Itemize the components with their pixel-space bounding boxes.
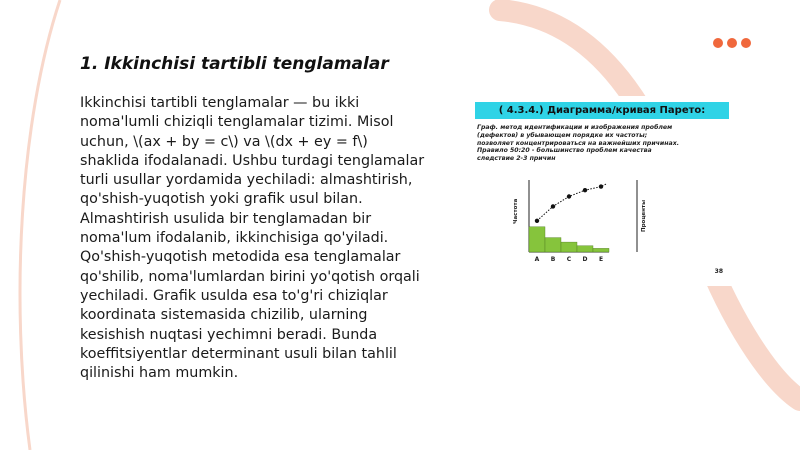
figure-caption: Граф. метод идентификации и изображения проблем (дефектов) в убывающем порядке их частоты; позволяет концентрироваться на важнейших причинах. Правило 50:20 - большинство проблем качества следствие 2-3 причин bbox=[477, 124, 680, 163]
pareto-bar bbox=[545, 238, 561, 252]
pareto-bar bbox=[577, 246, 593, 252]
category-tick-label: C bbox=[566, 256, 572, 263]
decorative-dots bbox=[713, 38, 751, 48]
pareto-bar bbox=[529, 227, 545, 252]
cumulative-point bbox=[551, 204, 555, 208]
cumulative-point bbox=[583, 188, 587, 192]
category-tick-label: D bbox=[582, 256, 588, 263]
dot-2 bbox=[727, 38, 737, 48]
dot-1 bbox=[713, 38, 723, 48]
pareto-bar bbox=[561, 242, 577, 252]
category-tick-label: A bbox=[534, 256, 540, 263]
slide-body-text: Ikkinchisi tartibli tenglamalar — bu ikki noma'lumli chiziqli tenglamalar tizimi. Misol uchun, \(ax + by = c\) va \(dx + ey = f\) shaklida ifodalanadi. Ushbu turdagi tenglamalar turli usullar yordamida yechiladi: almashtirish, qo'shish-yuqotish yoki grafik usul bilan. Almashtirish usulida bir tenglamadan bir noma'lum ifodalanib, ikkinchisiga qo'yiladi. Qo'shish-yuqotish metodida esa tenglamalar qo'shilib, noma'lumlardan birini yo'qotish orqali yechiladi. Grafik usulda esa to'g'ri chiziqlar koordinata sistemasida chizilib, ularning kesishish nuqtasi yechimni beradi. Bunda koeffitsiyentlar determinant usuli bilan tahlil qilinishi ham mumkin. bbox=[80, 95, 425, 382]
category-tick-label: E bbox=[598, 256, 604, 263]
figure-header: ( 4.3.4.) Диаграмма/кривая Парето: bbox=[475, 102, 729, 119]
figure-page-number: 38 bbox=[714, 268, 723, 275]
cumulative-curve bbox=[537, 184, 607, 221]
cumulative-point bbox=[599, 184, 603, 188]
y-axis-label-right: Проценты bbox=[641, 199, 647, 232]
pareto-figure bbox=[467, 96, 733, 286]
cumulative-point bbox=[535, 219, 539, 223]
pareto-chart bbox=[507, 174, 667, 264]
category-tick-label: B bbox=[550, 256, 556, 263]
dot-3 bbox=[741, 38, 751, 48]
left-arc-decoration bbox=[20, 0, 60, 450]
y-axis-label-left: Частота bbox=[513, 198, 519, 224]
pareto-bar bbox=[593, 248, 609, 252]
slide-title: 1. Ikkinchisi tartibli tenglamalar bbox=[80, 54, 389, 74]
cumulative-point bbox=[567, 194, 571, 198]
